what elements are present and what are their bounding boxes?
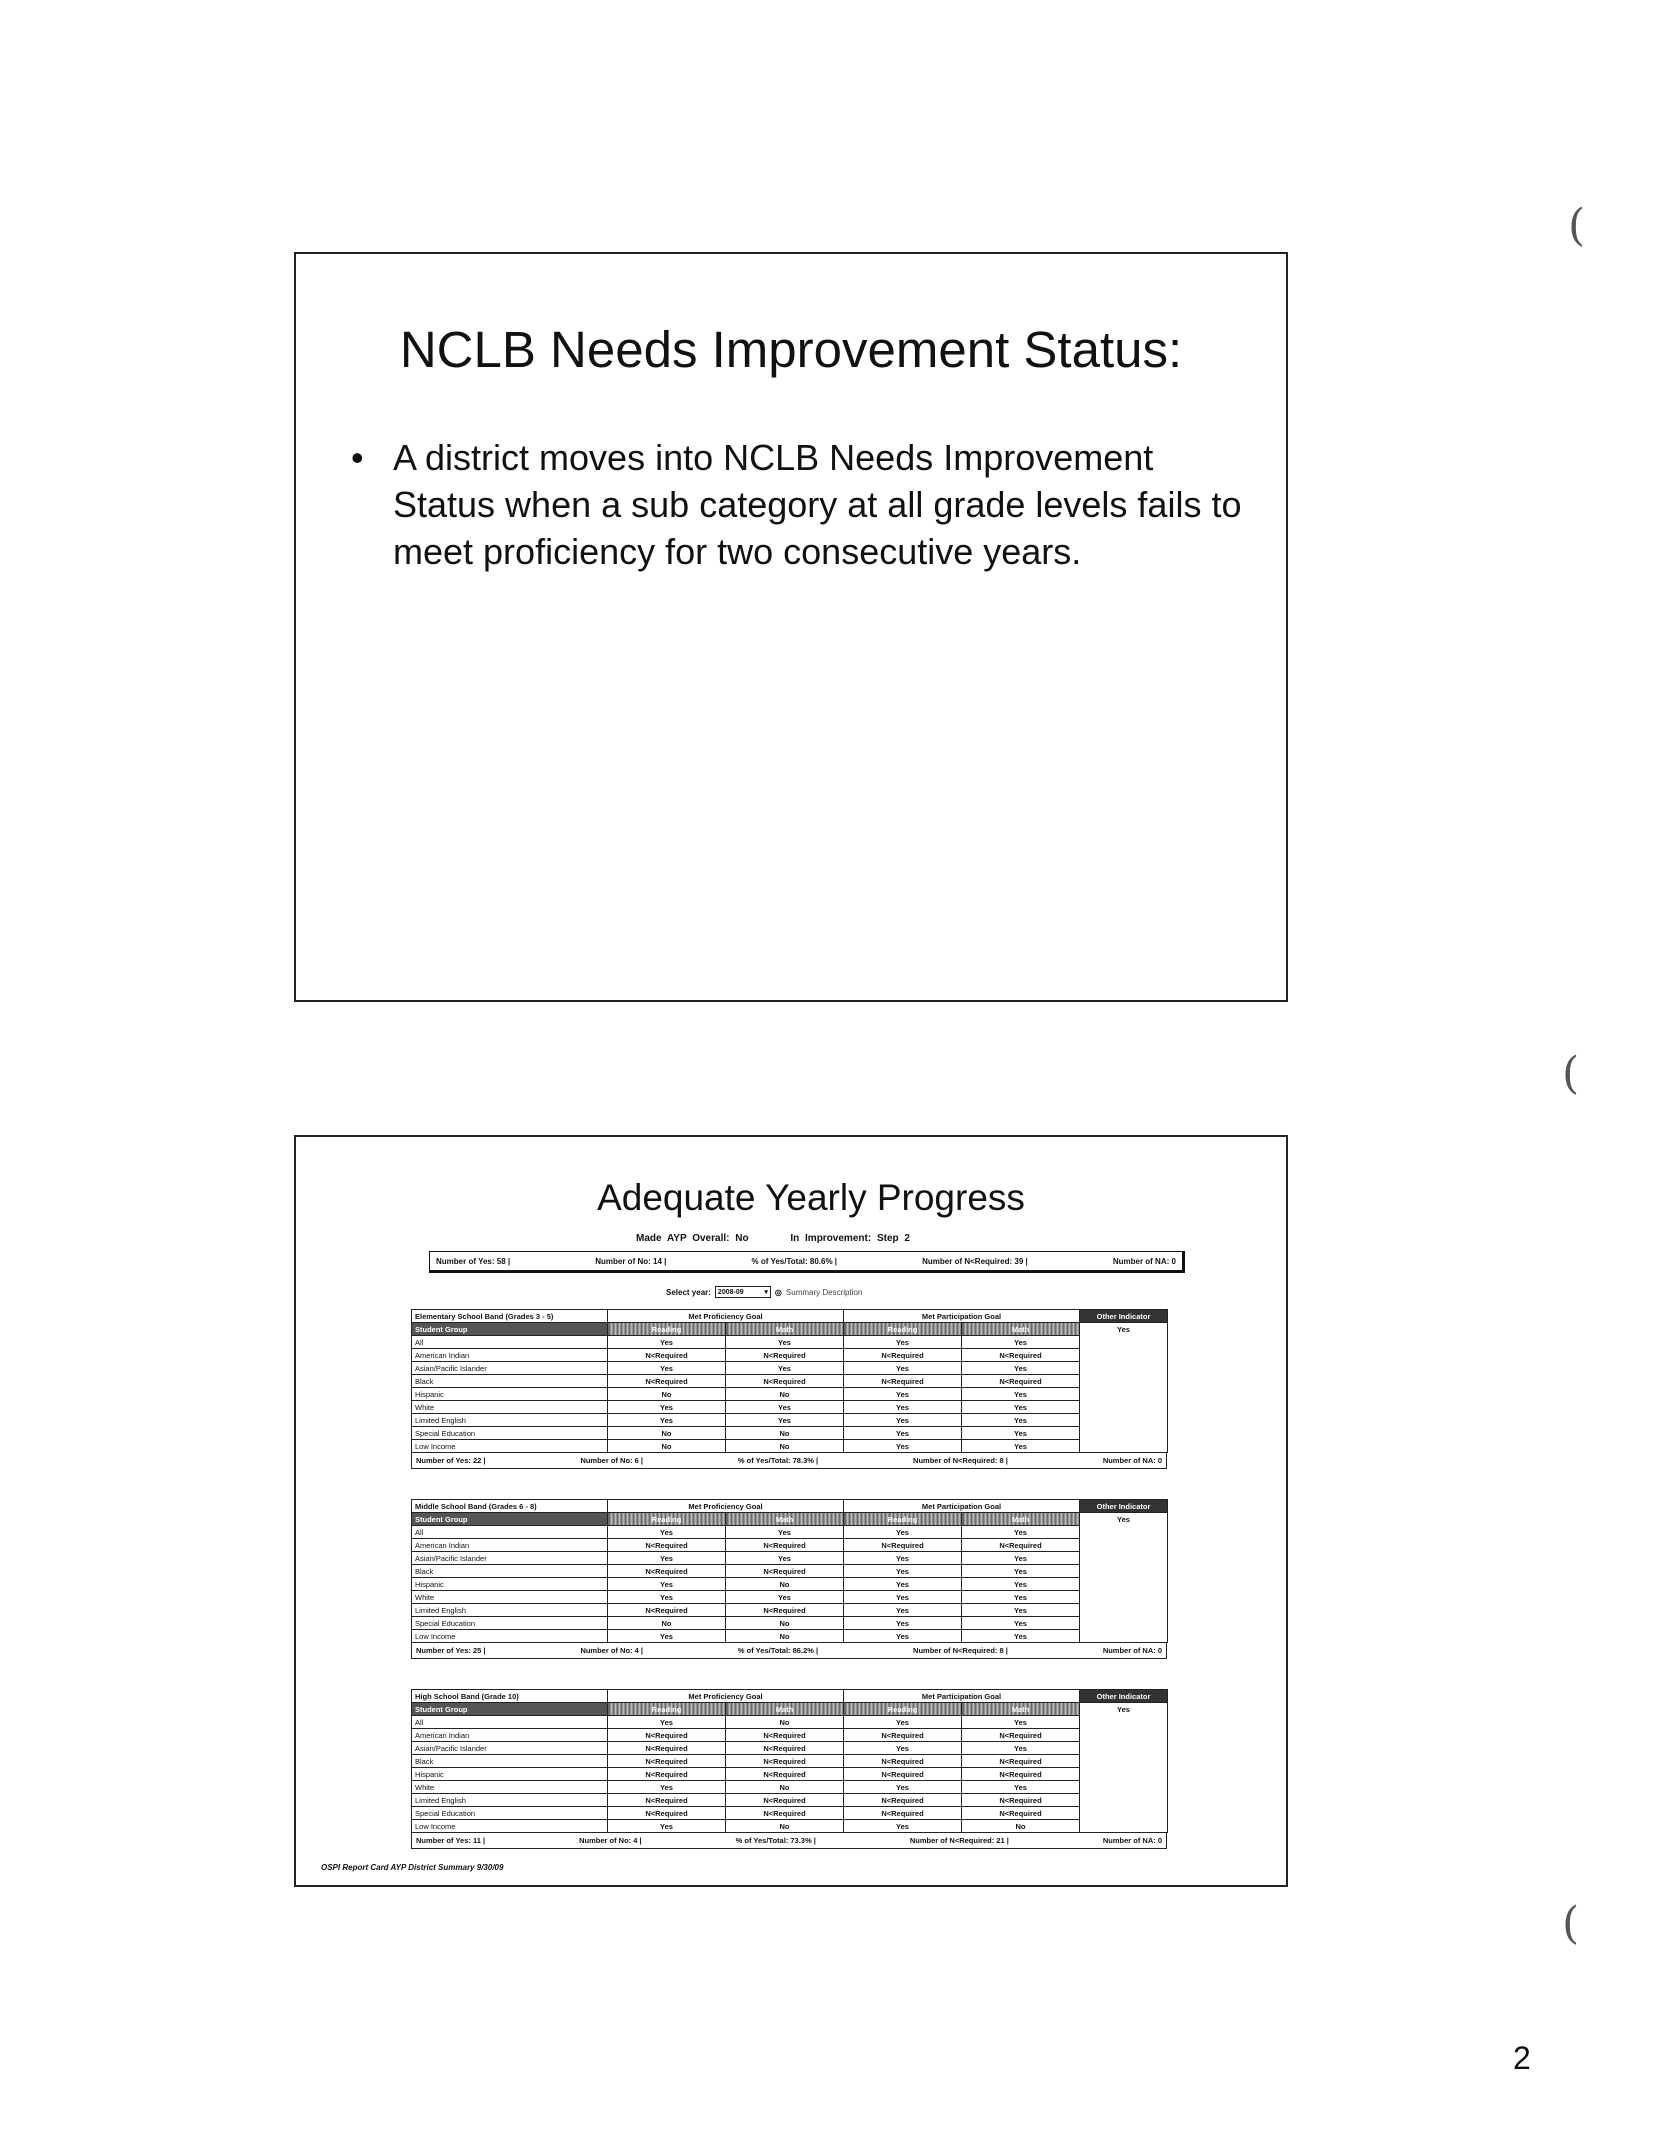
result-cell: Yes [726,1414,844,1427]
result-cell: Yes [608,1820,726,1833]
result-cell: No [726,1388,844,1401]
result-cell: N<Required [608,1742,726,1755]
result-cell: N<Required [608,1768,726,1781]
year-dropdown-value: 2008-09 [717,1288,744,1296]
student-group-cell: Hispanic [412,1388,608,1401]
slide-1 [294,252,1288,1002]
result-cell: Yes [962,1336,1080,1349]
table-row [412,1552,1168,1565]
result-cell: Yes [608,1414,726,1427]
band-nreq: 21 [996,1836,1005,1845]
result-cell: Yes [726,1362,844,1375]
student-group-header: Student Group [412,1703,608,1716]
result-cell: N<Required [962,1755,1080,1768]
result-cell: Yes [962,1552,1080,1565]
result-cell: Yes [962,1716,1080,1729]
na-value: 0 [1171,1256,1176,1266]
result-cell: Yes [844,1591,962,1604]
math-header: Math [962,1513,1080,1526]
band-no: 4 [634,1646,639,1655]
result-cell: No [726,1716,844,1729]
page-number: 2 [1513,2040,1531,2076]
student-group-cell: Hispanic [412,1578,608,1591]
result-cell: N<Required [844,1755,962,1768]
margin-mark: ( [1562,1048,1580,1099]
result-cell: No [726,1781,844,1794]
other-indicator-value: Yes [1080,1703,1168,1833]
slide-1-title: NCLB Needs Improvement Status: [399,321,1183,378]
student-group-cell: Asian/Pacific Islander [412,1552,608,1565]
select-year-label: Select year: [666,1287,711,1297]
result-cell: Yes [962,1781,1080,1794]
band-nreq: 8 [999,1456,1004,1465]
result-cell: No [726,1440,844,1453]
result-cell: Yes [726,1591,844,1604]
result-cell: Yes [962,1630,1080,1643]
math-header: Math [726,1703,844,1716]
table-row [412,1820,1168,1833]
band-totals: Number of Yes: 25 | Number of No: 4 | % of Yes/Total: 86.2% | Number of N<Required: 8 | Number of NA: 0 [411,1643,1167,1659]
band-table [411,1309,1168,1453]
no-count-value: 14 [653,1256,662,1266]
table-row [412,1617,1168,1630]
other-indicator-header: Other Indicator [1080,1500,1168,1513]
result-cell: Yes [608,1401,726,1414]
band-table [411,1689,1168,1833]
result-cell: Yes [844,1336,962,1349]
result-cell: Yes [844,1414,962,1427]
table-row [412,1539,1168,1552]
bullet-icon: • [351,437,364,478]
result-cell: Yes [962,1440,1080,1453]
other-indicator-header: Other Indicator [1080,1690,1168,1703]
result-cell: Yes [962,1591,1080,1604]
result-cell: N<Required [608,1565,726,1578]
result-cell: N<Required [726,1755,844,1768]
result-cell: No [608,1617,726,1630]
made-ayp-value: No [735,1233,749,1244]
result-cell: N<Required [726,1768,844,1781]
result-cell: No [608,1427,726,1440]
result-cell: N<Required [726,1794,844,1807]
result-cell: Yes [962,1578,1080,1591]
participation-header: Met Participation Goal [844,1690,1080,1703]
student-group-cell: Special Education [412,1427,608,1440]
band-pct: 86.2% [792,1646,814,1655]
table-row [412,1414,1168,1427]
student-group-cell: Hispanic [412,1768,608,1781]
band-nreq: 8 [999,1646,1004,1655]
reading-header: Reading [844,1323,962,1336]
student-group-cell: Low Income [412,1440,608,1453]
result-cell: Yes [962,1362,1080,1375]
result-cell: No [726,1427,844,1440]
info-icon[interactable]: ◎ [774,1287,782,1297]
result-cell: N<Required [962,1539,1080,1552]
slide-1-bullet-text: A district moves into NCLB Needs Improvement Status when a sub category at all grade levels fails to meet proficiency for two consecutive years. [393,437,1242,572]
student-group-cell: Limited English [412,1604,608,1617]
table-row [412,1794,1168,1807]
pct-label: % of Yes/Total: [751,1256,808,1266]
math-header: Math [962,1703,1080,1716]
result-cell: Yes [844,1427,962,1440]
made-ayp-label: Made AYP Overall: [636,1233,730,1244]
table-row [412,1388,1168,1401]
student-group-cell: White [412,1781,608,1794]
band-yes: 11 [472,1836,481,1845]
student-group-cell: White [412,1401,608,1414]
result-cell: Yes [608,1336,726,1349]
table-row [412,1526,1168,1539]
result-cell: Yes [608,1526,726,1539]
table-row [412,1716,1168,1729]
band-totals: Number of Yes: 11 | Number of No: 4 | % of Yes/Total: 73.3% | Number of N<Required: 21 | Number of NA: 0 [411,1833,1167,1849]
reading-header: Reading [608,1513,726,1526]
table-row [412,1427,1168,1440]
margin-mark: ( [1562,1898,1580,1949]
ayp-status-line [636,1233,910,1244]
participation-header: Met Participation Goal [844,1500,1080,1513]
table-row [412,1630,1168,1643]
district-summary-box: Number of Yes: 58 | Number of No: 14 | % of Yes/Total: 80.6% | Number of N<Required: 39 | Number of NA: 0 [429,1251,1185,1273]
student-group-cell: Asian/Pacific Islander [412,1362,608,1375]
band-name: Middle School Band (Grades 6 - 8) [412,1500,608,1513]
proficiency-header: Met Proficiency Goal [608,1690,844,1703]
student-group-header: Student Group [412,1323,608,1336]
result-cell: No [726,1617,844,1630]
student-group-cell: Limited English [412,1414,608,1427]
table-row [412,1591,1168,1604]
pct-value: 80.6% [809,1256,833,1266]
result-cell: Yes [726,1401,844,1414]
result-cell: No [962,1820,1080,1833]
result-cell: N<Required [608,1729,726,1742]
table-row [412,1362,1168,1375]
table-row [412,1349,1168,1362]
year-dropdown[interactable] [715,1286,771,1298]
result-cell: N<Required [608,1349,726,1362]
result-cell: No [726,1578,844,1591]
reading-header: Reading [844,1703,962,1716]
student-group-cell: All [412,1716,608,1729]
math-header: Math [726,1513,844,1526]
result-cell: N<Required [726,1539,844,1552]
na-label: Number of NA: [1112,1256,1170,1266]
result-cell: Yes [844,1716,962,1729]
band-na: 0 [1157,1456,1162,1465]
math-header: Math [962,1323,1080,1336]
result-cell: N<Required [844,1349,962,1362]
result-cell: Yes [608,1552,726,1565]
no-count-label: Number of No: [595,1256,651,1266]
result-cell: Yes [608,1630,726,1643]
result-cell: N<Required [844,1768,962,1781]
result-cell: N<Required [962,1768,1080,1781]
band-pct: 73.3% [790,1836,812,1845]
result-cell: Yes [608,1716,726,1729]
table-row [412,1440,1168,1453]
ayp-band [411,1499,1167,1659]
table-row [412,1768,1168,1781]
student-group-cell: Special Education [412,1617,608,1630]
result-cell: N<Required [608,1539,726,1552]
table-row [412,1755,1168,1768]
table-row [412,1375,1168,1388]
result-cell: No [608,1440,726,1453]
slide-2-footer: OSPI Report Card AYP District Summary 9/30/09 [321,1863,504,1872]
student-group-cell: White [412,1591,608,1604]
result-cell: No [608,1388,726,1401]
band-yes: 25 [472,1646,482,1655]
reading-header: Reading [844,1513,962,1526]
table-row [412,1742,1168,1755]
result-cell: N<Required [844,1807,962,1820]
result-cell: N<Required [962,1375,1080,1388]
result-cell: Yes [844,1362,962,1375]
result-cell: Yes [962,1742,1080,1755]
result-cell: Yes [844,1526,962,1539]
band-name: Elementary School Band (Grades 3 - 5) [412,1310,608,1323]
result-cell: N<Required [844,1794,962,1807]
result-cell: N<Required [844,1539,962,1552]
table-row [412,1336,1168,1349]
result-cell: Yes [726,1552,844,1565]
student-group-cell: Special Education [412,1807,608,1820]
improvement-value: Step 2 [876,1233,910,1244]
nreq-value: 39 [1014,1256,1024,1266]
participation-header: Met Participation Goal [844,1310,1080,1323]
band-na: 0 [1157,1836,1162,1845]
student-group-header: Student Group [412,1513,608,1526]
result-cell: Yes [726,1526,844,1539]
student-group-cell: All [412,1336,608,1349]
other-indicator-value: Yes [1080,1323,1168,1453]
result-cell: N<Required [608,1375,726,1388]
result-cell: Yes [962,1427,1080,1440]
result-cell: Yes [608,1578,726,1591]
other-indicator-header: Other Indicator [1080,1310,1168,1323]
slide-2-title: Adequate Yearly Progress [597,1177,1025,1218]
result-cell: N<Required [726,1565,844,1578]
proficiency-header: Met Proficiency Goal [608,1500,844,1513]
student-group-cell: All [412,1526,608,1539]
band-no: 6 [634,1456,639,1465]
result-cell: N<Required [844,1729,962,1742]
improvement-label: In Improvement: [790,1233,872,1244]
result-cell: Yes [844,1820,962,1833]
result-cell: Yes [844,1781,962,1794]
result-cell: N<Required [608,1807,726,1820]
result-cell: Yes [844,1742,962,1755]
result-cell: Yes [844,1604,962,1617]
student-group-cell: American Indian [412,1539,608,1552]
result-cell: N<Required [726,1807,844,1820]
result-cell: N<Required [608,1604,726,1617]
student-group-cell: American Indian [412,1729,608,1742]
result-cell: N<Required [726,1375,844,1388]
result-cell: N<Required [726,1349,844,1362]
table-row [412,1401,1168,1414]
reading-header: Reading [608,1323,726,1336]
student-group-cell: Low Income [412,1820,608,1833]
student-group-cell: Limited English [412,1794,608,1807]
result-cell: Yes [962,1604,1080,1617]
result-cell: N<Required [726,1729,844,1742]
result-cell: Yes [844,1578,962,1591]
table-row [412,1781,1168,1794]
result-cell: Yes [608,1591,726,1604]
result-cell: Yes [608,1362,726,1375]
result-cell: N<Required [962,1794,1080,1807]
student-group-cell: Black [412,1755,608,1768]
result-cell: N<Required [608,1794,726,1807]
student-group-cell: Asian/Pacific Islander [412,1742,608,1755]
yes-count-value: 58 [496,1256,506,1266]
result-cell: Yes [608,1781,726,1794]
result-cell: Yes [962,1414,1080,1427]
ayp-band [411,1309,1167,1469]
student-group-cell: Black [412,1375,608,1388]
yes-count-label: Number of Yes: [436,1256,495,1266]
band-table [411,1499,1168,1643]
result-cell: Yes [844,1630,962,1643]
result-cell: N<Required [726,1742,844,1755]
result-cell: Yes [962,1401,1080,1414]
result-cell: Yes [962,1388,1080,1401]
table-row [412,1807,1168,1820]
table-row [412,1729,1168,1742]
year-selector [666,1286,862,1298]
student-group-cell: Black [412,1565,608,1578]
band-yes: 22 [472,1456,482,1465]
result-cell: Yes [844,1401,962,1414]
proficiency-header: Met Proficiency Goal [608,1310,844,1323]
result-cell: Yes [844,1440,962,1453]
band-pct: 78.3% [792,1456,814,1465]
result-cell: Yes [844,1565,962,1578]
other-indicator-value: Yes [1080,1513,1168,1643]
result-cell: Yes [962,1526,1080,1539]
margin-mark: ( [1568,200,1586,251]
table-row [412,1578,1168,1591]
result-cell: Yes [962,1617,1080,1630]
result-cell: Yes [844,1388,962,1401]
result-cell: Yes [962,1565,1080,1578]
result-cell: N<Required [726,1604,844,1617]
result-cell: N<Required [962,1807,1080,1820]
result-cell: N<Required [608,1755,726,1768]
result-cell: No [726,1820,844,1833]
chevron-down-icon: ▾ [764,1289,768,1296]
student-group-cell: American Indian [412,1349,608,1362]
math-header: Math [726,1323,844,1336]
band-na: 0 [1157,1646,1162,1655]
result-cell: N<Required [962,1729,1080,1742]
summary-description-link[interactable]: Summary Description [785,1287,863,1297]
result-cell: N<Required [962,1349,1080,1362]
reading-header: Reading [608,1703,726,1716]
ayp-band [411,1689,1167,1849]
result-cell: Yes [844,1552,962,1565]
band-no: 4 [633,1836,638,1845]
band-name: High School Band (Grade 10) [412,1690,608,1703]
nreq-label: Number of N<Required: [922,1256,1013,1266]
table-row [412,1604,1168,1617]
table-row [412,1565,1168,1578]
result-cell: N<Required [844,1375,962,1388]
result-cell: Yes [844,1617,962,1630]
result-cell: Yes [726,1336,844,1349]
slide-2 [294,1135,1288,1887]
band-totals: Number of Yes: 22 | Number of No: 6 | % of Yes/Total: 78.3% | Number of N<Required: 8 | Number of NA: 0 [411,1453,1167,1469]
result-cell: No [726,1630,844,1643]
student-group-cell: Low Income [412,1630,608,1643]
